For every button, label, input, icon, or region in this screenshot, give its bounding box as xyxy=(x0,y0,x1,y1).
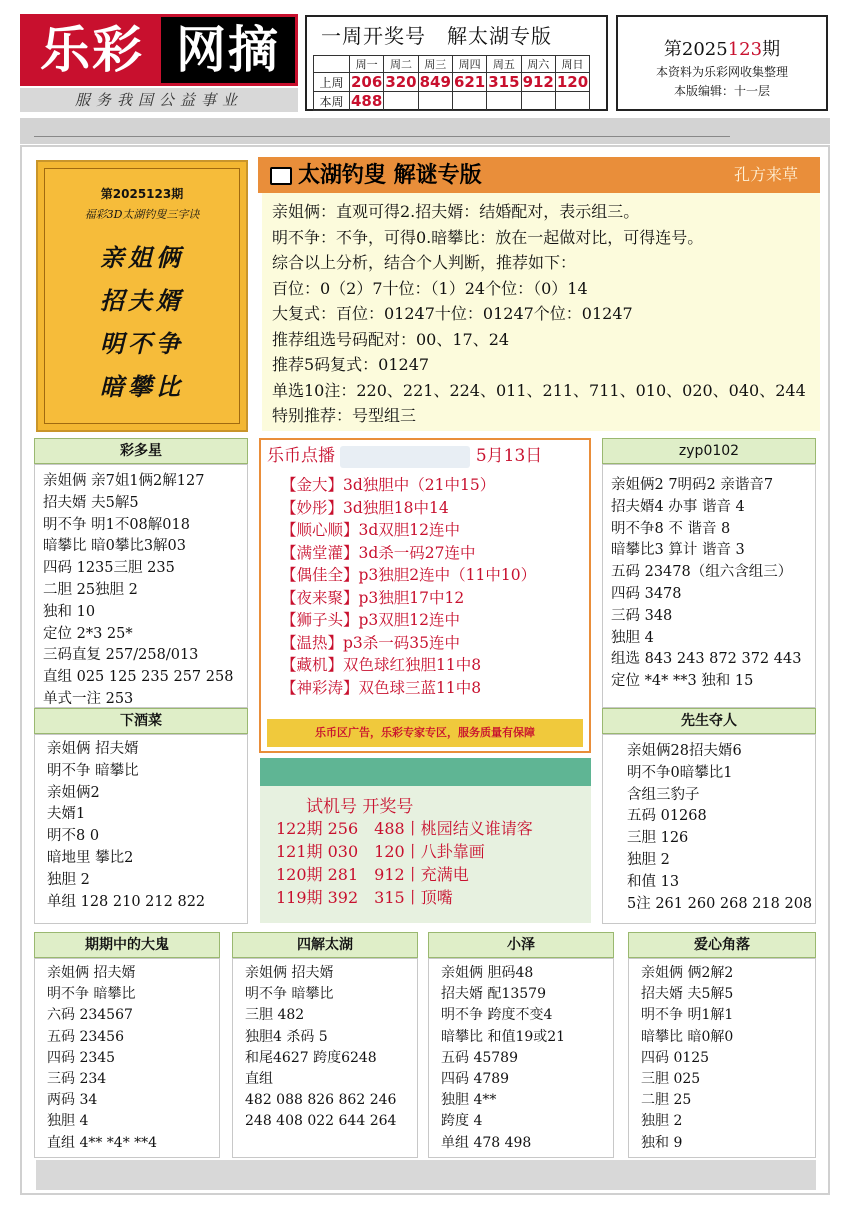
list-item: 五码 45789 xyxy=(441,1049,518,1066)
caiduoxing-body xyxy=(34,464,248,708)
day-header: 周六 xyxy=(521,56,555,73)
list-item: 夫婿1 xyxy=(47,806,86,823)
list-item: 亲姐俩 俩2解2 xyxy=(641,965,734,981)
list-item: 【夜来聚】p3独胆17中12 xyxy=(281,588,465,607)
zyp-body xyxy=(602,464,816,708)
day-header: 周一 xyxy=(350,56,384,73)
draw-number: 320 xyxy=(385,73,417,91)
draw-number: 621 xyxy=(453,73,486,91)
redacted-blot xyxy=(340,446,470,468)
list-item: 定位 2*3 25* xyxy=(43,625,133,642)
draw-number xyxy=(418,92,452,111)
list-item: 独胆4 杀码 5 xyxy=(245,1028,328,1045)
xiajiucai-body xyxy=(34,734,248,924)
list-item: 248 408 022 644 264 xyxy=(245,1113,397,1130)
zyp-header: zyp0102 xyxy=(602,438,816,464)
list-item: 直组 xyxy=(245,1071,273,1088)
bottom-box-body xyxy=(232,958,418,1158)
bottom-box-body xyxy=(34,958,220,1158)
list-item: 暗攀比 暗0攀比3解03 xyxy=(43,538,187,555)
test-number-panel xyxy=(260,786,591,923)
list-item: 亲姐俩 亲7姐1俩2解127 xyxy=(43,473,205,489)
draw-number xyxy=(384,92,418,111)
list-item: 【金大】3d独胆中（21中15） xyxy=(281,476,496,494)
list-item: 招夫婿 夫5解5 xyxy=(641,986,734,1003)
list-item: 【顺心顺】3d双胆12连中 xyxy=(281,521,461,539)
draw-number: 849 xyxy=(419,73,451,91)
list-item: 独胆 2 xyxy=(47,871,90,888)
test-header-bar xyxy=(260,758,591,786)
list-item: 六码 234567 xyxy=(47,1007,133,1024)
bottom-box-header: 四解太湖 xyxy=(232,932,418,958)
list-item: 明不争 明1解1 xyxy=(641,1007,734,1024)
list-item: 482 088 826 862 246 xyxy=(245,1092,397,1109)
bottom-box-header: 期期中的大鬼 xyxy=(34,932,220,958)
list-item: 【藏机】双色球红独胆11中8 xyxy=(281,656,482,674)
weekly-draw-panel xyxy=(305,15,608,111)
day-header: 周四 xyxy=(452,56,486,73)
issue-number: 第2025123期 xyxy=(663,39,781,60)
list-item: 三码直复 257/258/013 xyxy=(43,647,199,664)
list-item: 五码 01268 xyxy=(627,808,707,825)
draw-number xyxy=(521,92,555,111)
book-icon xyxy=(270,167,292,185)
list-item: 亲姐俩 招夫婿 xyxy=(47,741,139,757)
bottom-footer-bar xyxy=(36,1160,816,1190)
draw-number: 488 xyxy=(351,92,383,110)
draw-title: 一周开奖号 解太湖专版 xyxy=(321,24,552,48)
solution-line: 推荐组选号码配对：00、17、24 xyxy=(272,329,510,349)
solution-line: 推荐5码复式：01247 xyxy=(272,355,430,374)
coin-footer: 乐币区广告，乐彩专家专区，服务质量有保障 xyxy=(267,719,583,747)
list-item: 【狮子头】p3双胆12连中 xyxy=(281,611,461,629)
draw-number: 315 xyxy=(488,73,520,91)
day-header: 周五 xyxy=(487,56,521,73)
logo xyxy=(20,14,298,86)
list-item: 两码 34 xyxy=(47,1092,98,1109)
list-item: 独和 10 xyxy=(43,603,96,620)
poster-line: 亲姐俩 xyxy=(100,243,184,272)
poster-line: 招夫婿 xyxy=(100,286,184,315)
list-item: 三胆 482 xyxy=(245,1007,305,1024)
list-item: 明不争 暗攀比 xyxy=(47,762,139,779)
list-item: 四码 2345 xyxy=(47,1049,116,1066)
poster-line: 暗攀比 xyxy=(100,372,184,401)
draw-number xyxy=(487,92,521,111)
list-item: 三码 348 xyxy=(611,607,673,624)
table-row: 120期 281 912丨充满电 xyxy=(276,865,469,884)
list-item: 独胆 4** xyxy=(441,1092,497,1109)
poster-subtitle: 福彩3D太湖钓叟三字诀 xyxy=(84,208,200,221)
list-item: 三胆 126 xyxy=(627,830,689,847)
coin-broadcast-panel xyxy=(259,438,591,753)
solution-line: 综合以上分析，结合个人判断，推荐如下： xyxy=(272,253,577,272)
list-item: 明不争0暗攀比1 xyxy=(627,764,733,781)
bottom-box-body xyxy=(628,958,816,1158)
list-item: 五码 23478（组六含组三） xyxy=(611,564,793,581)
solution-line: 特别推荐：号型组三 xyxy=(272,406,417,425)
draw-number: 120 xyxy=(556,73,589,91)
test-title: 试机号 开奖号 xyxy=(306,797,414,817)
list-item: 5注 261 260 268 218 208 xyxy=(627,895,813,912)
list-item: 亲姐俩2 xyxy=(47,784,100,801)
coin-date: 5月13日 xyxy=(475,446,543,466)
list-item: 亲姐俩 招夫婿 xyxy=(245,965,334,981)
list-item: 独胆 4 xyxy=(47,1113,89,1130)
list-item: 招夫婿 夫5解5 xyxy=(43,494,139,511)
draw-table xyxy=(313,55,590,111)
list-item: 三码 234 xyxy=(47,1071,107,1088)
list-item: 组选 843 243 872 372 443 xyxy=(611,651,802,668)
list-item: 五码 23456 xyxy=(47,1028,124,1045)
solution-line: 单选10注：220、221、224、011、211、711、010、020、040、244 xyxy=(272,380,806,400)
list-item: 【满堂灌】3d杀一码27连中 xyxy=(281,543,476,562)
list-item: 独胆 2 xyxy=(641,1113,683,1130)
verse-poster xyxy=(36,160,248,432)
list-item: 暗地里 攀比2 xyxy=(47,849,134,866)
list-item: 明不争 暗攀比 xyxy=(47,986,136,1003)
list-item: 定位 *4* **3 独和 15 xyxy=(611,673,754,690)
bottom-box-header: 小泽 xyxy=(428,932,614,958)
list-item: 单式一注 253 xyxy=(43,690,134,707)
list-item: 暗攀比 和值19或21 xyxy=(441,1028,566,1045)
list-item: 三胆 025 xyxy=(641,1071,701,1088)
list-item: 明不争 明1不08解018 xyxy=(43,516,190,533)
solution-title: 太湖钓叟 解谜专版 xyxy=(298,162,482,188)
issue-panel xyxy=(616,15,828,111)
poster-line: 明不争 xyxy=(100,329,184,358)
day-header: 周日 xyxy=(555,56,589,73)
list-item: 直组 4** *4* **4 xyxy=(47,1134,158,1151)
coin-title: 乐币点播 xyxy=(267,446,335,466)
list-item: 含组三豹子 xyxy=(627,786,700,803)
logo-part2: 网摘 xyxy=(161,17,295,83)
list-item: 二胆 25 xyxy=(641,1092,692,1109)
draw-number xyxy=(555,92,589,111)
list-item: 四码 4789 xyxy=(441,1071,510,1088)
list-item: 暗攀比 暗0解0 xyxy=(641,1028,734,1045)
list-item: 亲姐俩2 7明码2 亲谐音7 xyxy=(611,477,774,493)
list-item: 【温热】p3杀一码35连中 xyxy=(281,633,461,652)
list-item: 和值 13 xyxy=(627,873,680,890)
table-row: 119期 392 315丨顶嘴 xyxy=(276,888,453,907)
list-item: 明不争8 不 谐音 8 xyxy=(611,520,731,537)
logo-part1: 乐彩 xyxy=(23,17,161,83)
list-item: 招夫婿4 办事 谐音 4 xyxy=(611,498,745,515)
draw-number: 206 xyxy=(351,73,383,91)
list-item: 单组 478 498 xyxy=(441,1134,532,1151)
list-item: 四码 3478 xyxy=(611,585,682,602)
solution-line: 百位：0（2）7十位：（1）24个位：（0）14 xyxy=(272,278,588,298)
solution-line: 大复式：百位：01247十位：01247个位：01247 xyxy=(272,304,633,323)
solution-line: 亲姐俩：直观可得2.招夫婿：结婚配对，表示组三。 xyxy=(272,202,640,221)
day-header: 周二 xyxy=(384,56,418,73)
solution-author: 孔方来草 xyxy=(733,165,798,184)
caiduoxing-header: 彩多星 xyxy=(34,438,248,464)
poster-issue: 第2025123期 xyxy=(100,187,184,201)
list-item: 明不争 跨度不变4 xyxy=(441,1007,553,1024)
list-item: 亲姐俩 胆码48 xyxy=(441,965,534,981)
table-row: 121期 030 120丨八卦靠画 xyxy=(276,842,485,861)
draw-number xyxy=(452,92,486,111)
list-item: 明不8 0 xyxy=(47,828,100,845)
day-header: 周三 xyxy=(418,56,452,73)
list-item: 独和 9 xyxy=(641,1134,683,1151)
solution-body xyxy=(262,193,820,431)
this-week-label: 本周 xyxy=(314,92,350,111)
list-item: 单组 128 210 212 822 xyxy=(47,893,206,910)
list-item: 招夫婿 配13579 xyxy=(441,986,546,1003)
list-item: 四码 1235三胆 235 xyxy=(43,560,175,577)
editor-note: 本版编辑：十一层 xyxy=(673,84,770,98)
xiajiucai-header: 下酒菜 xyxy=(34,708,248,734)
list-item: 独胆 4 xyxy=(611,629,654,646)
list-item: 跨度 4 xyxy=(441,1113,483,1130)
xiansheng-header: 先生夺人 xyxy=(602,708,816,734)
bottom-box-body xyxy=(428,958,614,1158)
xiansheng-body xyxy=(602,734,816,924)
solution-header xyxy=(258,157,820,193)
list-item: 暗攀比3 算计 谐音 3 xyxy=(611,542,745,559)
list-item: 亲姐俩 招夫婿 xyxy=(47,965,136,981)
header-divider xyxy=(20,118,830,144)
list-item: 【神彩涛】双色球三蓝11中8 xyxy=(281,678,482,697)
list-item: 亲姐俩28招夫婿6 xyxy=(627,743,742,759)
solution-line: 明不争：不争，可得0.暗攀比：放在一起做对比，可得连号。 xyxy=(272,227,704,247)
list-item: 直组 025 125 235 257 258 xyxy=(43,669,234,686)
draw-number: 912 xyxy=(522,73,554,91)
list-item: 四码 0125 xyxy=(641,1049,710,1066)
list-item: 【偶佳全】p3独胆2连中（11中10） xyxy=(281,566,537,584)
slogan: 服务我国公益事业 xyxy=(20,88,298,112)
list-item: 独胆 2 xyxy=(627,851,670,868)
list-item: 和尾4627 跨度6248 xyxy=(245,1049,377,1066)
bottom-box-header: 爱心角落 xyxy=(628,932,816,958)
table-row: 122期 256 488丨桃园结义谁请客 xyxy=(276,819,533,838)
source-note: 本资料为乐彩网收集整理 xyxy=(655,65,788,79)
list-item: 明不争 暗攀比 xyxy=(245,986,334,1003)
list-item: 【妙彤】3d独胆18中14 xyxy=(281,498,449,517)
list-item: 二胆 25独胆 2 xyxy=(43,581,138,598)
last-week-label: 上周 xyxy=(314,73,350,92)
